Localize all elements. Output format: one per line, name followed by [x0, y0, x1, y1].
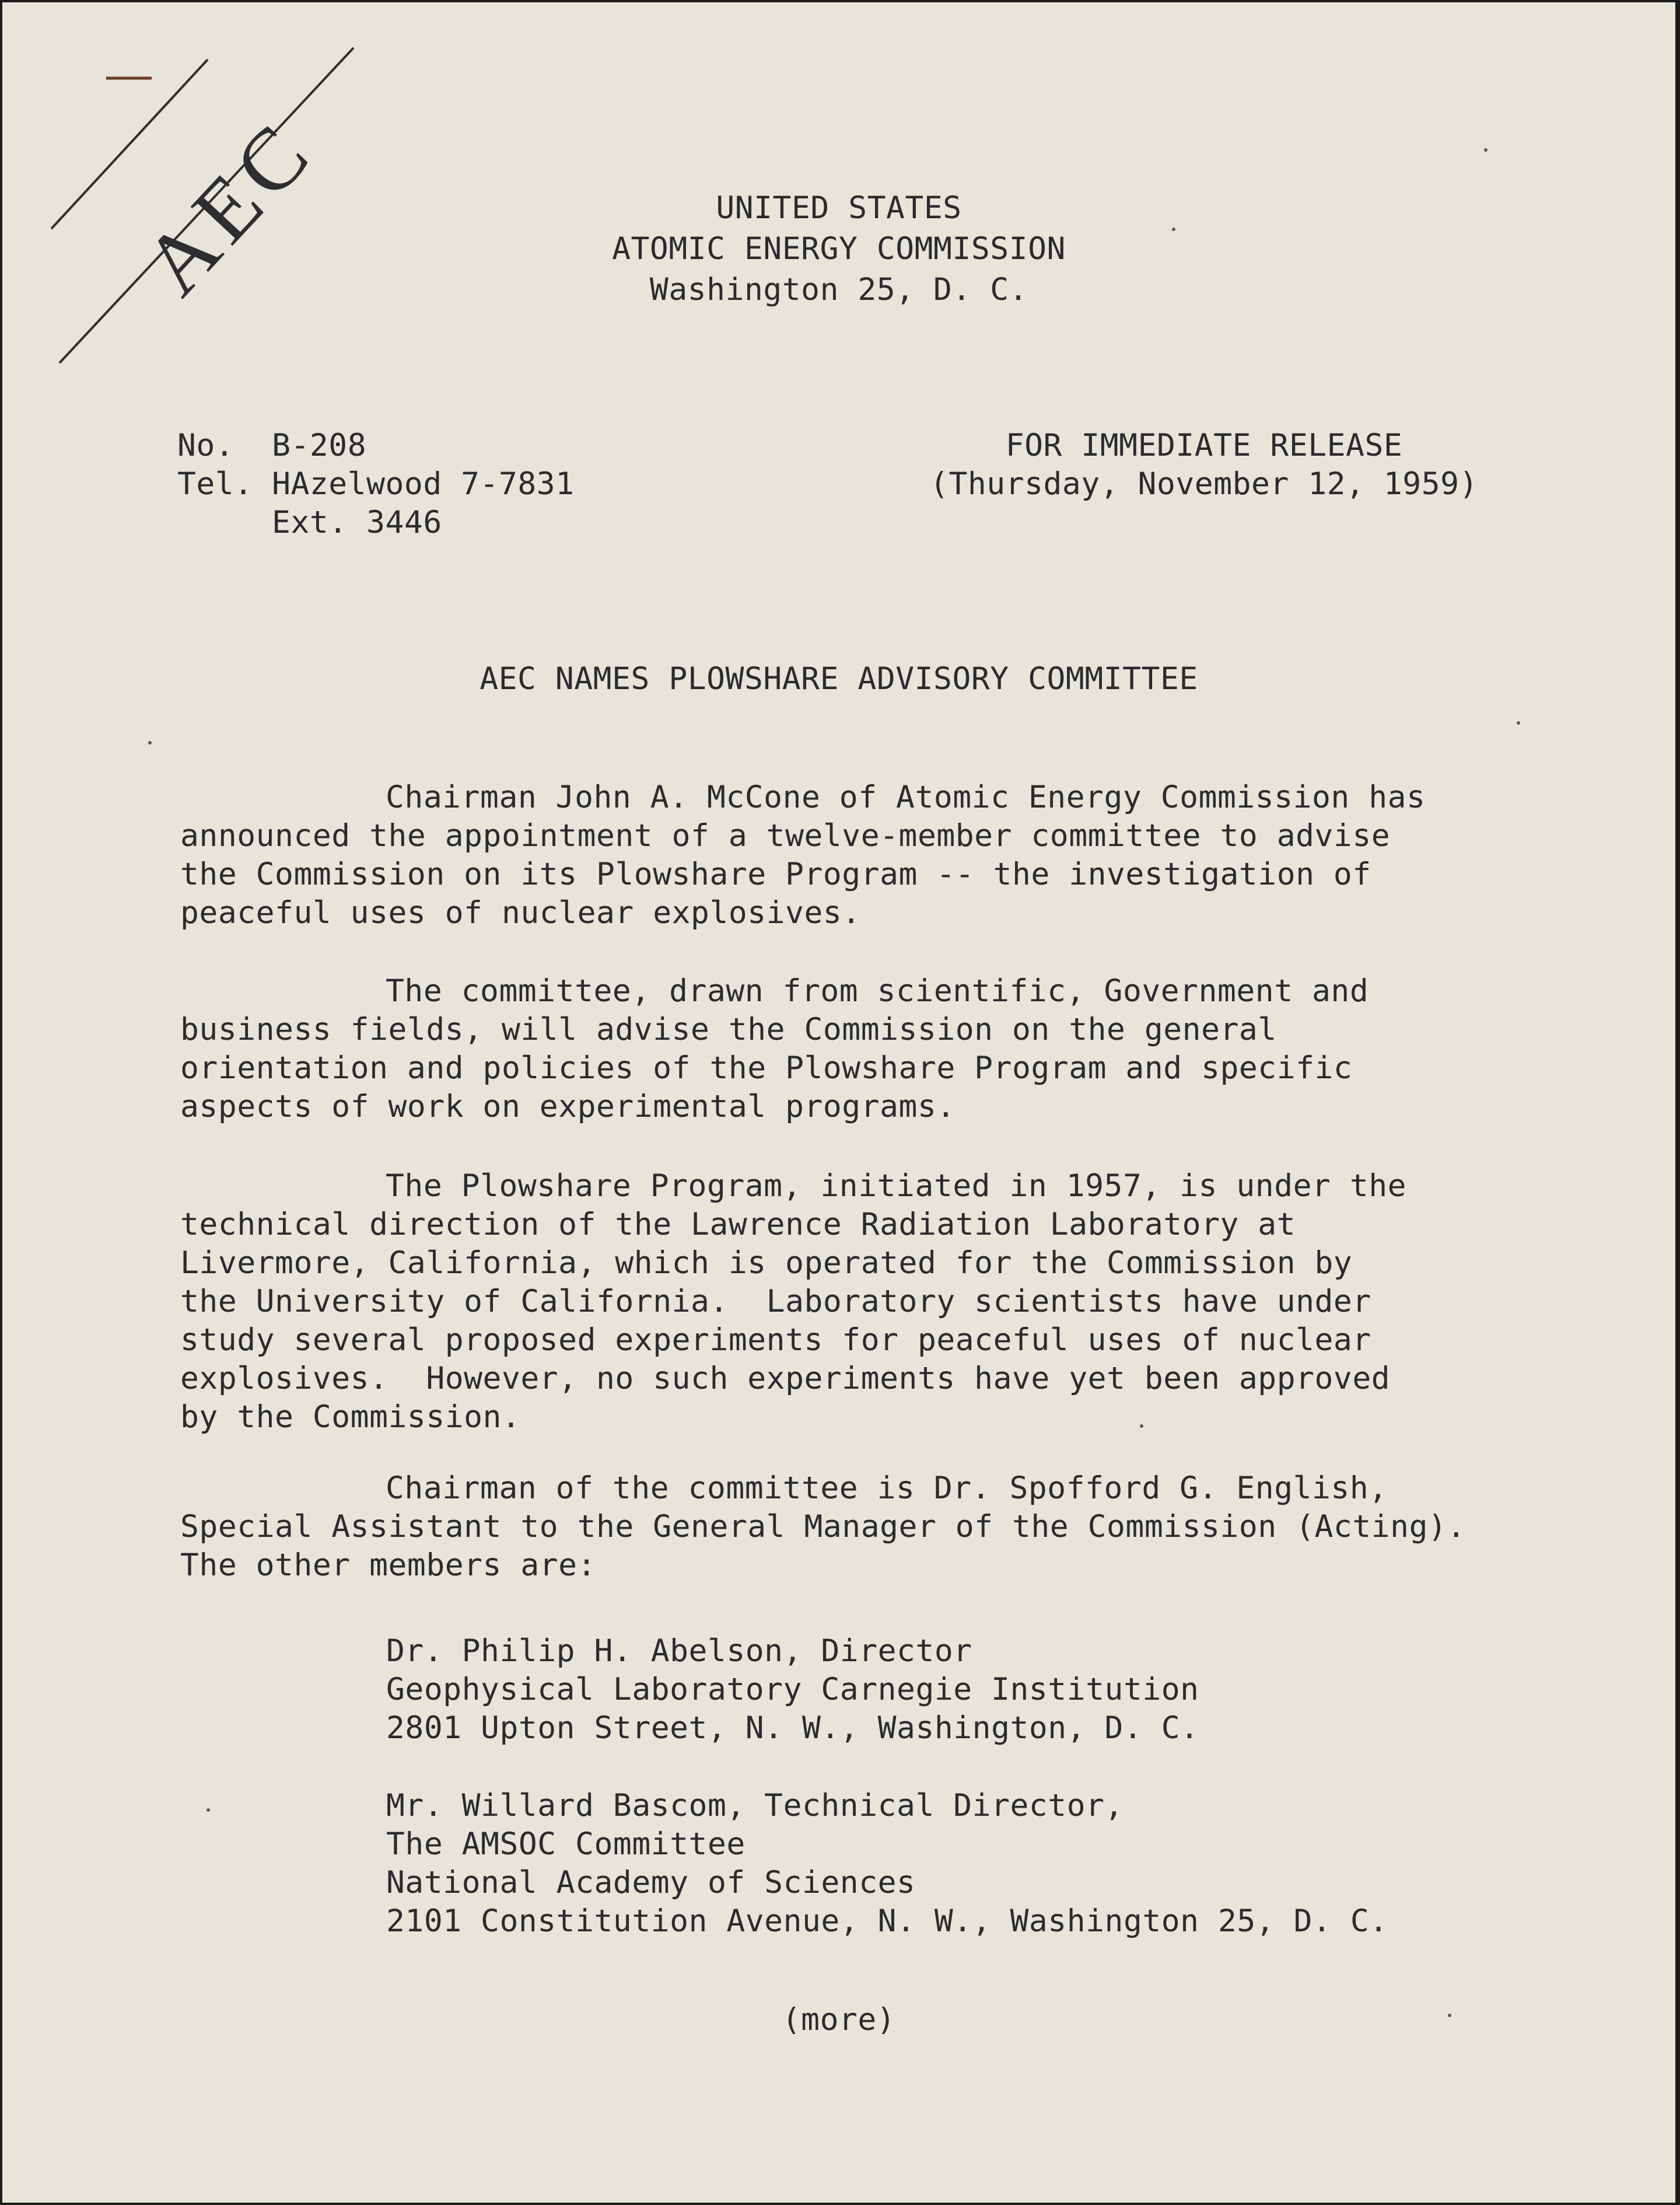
member-name: Dr. Philip H. Abelson, Director: [386, 1633, 972, 1669]
tel-label: Tel.: [177, 466, 253, 502]
member-organization: Geophysical Laboratory Carnegie Institution: [386, 1672, 1199, 1707]
paragraph-line: aspects of work on experimental programs.: [180, 1089, 956, 1124]
paragraph-committee-role: [180, 972, 1368, 1126]
release-number-block: [177, 427, 575, 542]
paper-speck: [1140, 1424, 1143, 1428]
letterhead-address: Washington 25, D. C.: [649, 272, 1028, 307]
paragraph-line: explosives. However, no such experiments have yet been approved: [180, 1361, 1391, 1396]
letterhead-agency: ATOMIC ENERGY COMMISSION: [612, 231, 1066, 267]
member-address: 2101 Constitution Avenue, N. W., Washington 25, D. C.: [386, 1903, 1388, 1939]
paper-speck: [1172, 228, 1175, 231]
letterhead: [2, 188, 1675, 310]
member-name: Mr. Willard Bascom, Technical Director,: [386, 1788, 1124, 1823]
paragraph-line: peaceful uses of nuclear explosives.: [180, 895, 861, 931]
paragraph-line: The committee, drawn from scientific, Government and: [386, 973, 1369, 1009]
release-date-block: [883, 427, 1525, 504]
paragraph-line: announced the appointment of a twelve-member committee to advise: [180, 818, 1391, 854]
paragraph-line: Chairman John A. McCone of Atomic Energy Commission has: [386, 780, 1426, 815]
paragraph-line: study several proposed experiments for peaceful uses of nuclear: [180, 1322, 1371, 1358]
paragraph-line: the Commission on its Plowshare Program -- the investigation of: [180, 857, 1371, 892]
number-label: No.: [177, 428, 235, 463]
document-page: [2, 2, 1675, 2203]
paragraph-line: The Plowshare Program, initiated in 1957, is under the: [386, 1168, 1407, 1204]
ext-value: Ext. 3446: [272, 505, 442, 540]
press-release-title: AEC NAMES PLOWSHARE ADVISORY COMMITTEE: [480, 661, 1198, 697]
paragraph-program-history: [180, 1167, 1406, 1437]
paragraph-line: by the Commission.: [180, 1399, 521, 1435]
number-value: B-208: [272, 428, 367, 463]
member-address: 2801 Upton Street, N. W., Washington, D. C.: [386, 1710, 1199, 1746]
member-organization: The AMSOC Committee: [386, 1826, 746, 1862]
paper-speck: [206, 1808, 210, 1812]
paper-speck: [1484, 148, 1488, 152]
paragraph-line: the University of California. Laboratory scientists have under: [180, 1284, 1371, 1319]
member-entry: [386, 1632, 1199, 1748]
paragraph-announcement: [180, 778, 1425, 932]
release-date: (Thursday, November 12, 1959): [930, 466, 1478, 502]
paragraph-committee-chairman: [180, 1469, 1466, 1585]
stamp-text: AEC: [125, 101, 332, 313]
release-notice: FOR IMMEDIATE RELEASE: [1005, 428, 1403, 463]
paragraph-line: The other members are:: [180, 1547, 596, 1583]
paper-speck: [1517, 721, 1520, 725]
paper-speck: [148, 741, 152, 745]
tel-value: HAzelwood 7-7831: [272, 466, 575, 502]
letterhead-country: UNITED STATES: [716, 190, 962, 226]
paragraph-line: Chairman of the committee is Dr. Spofford G. English,: [386, 1470, 1388, 1506]
member-entry: [386, 1787, 1388, 1941]
paragraph-line: Special Assistant to the General Manager of the Commission (Acting).: [180, 1509, 1466, 1544]
member-organization: National Academy of Sciences: [386, 1865, 916, 1900]
paragraph-line: orientation and policies of the Plowshare Program and specific: [180, 1050, 1353, 1086]
continuation-marker: (more): [782, 2002, 896, 2038]
paragraph-line: Livermore, California, which is operated for the Commission by: [180, 1245, 1353, 1281]
paper-speck: [1448, 2014, 1451, 2017]
paragraph-line: business fields, will advise the Commission on the general: [180, 1012, 1277, 1047]
paragraph-line: technical direction of the Lawrence Radiation Laboratory at: [180, 1207, 1296, 1242]
